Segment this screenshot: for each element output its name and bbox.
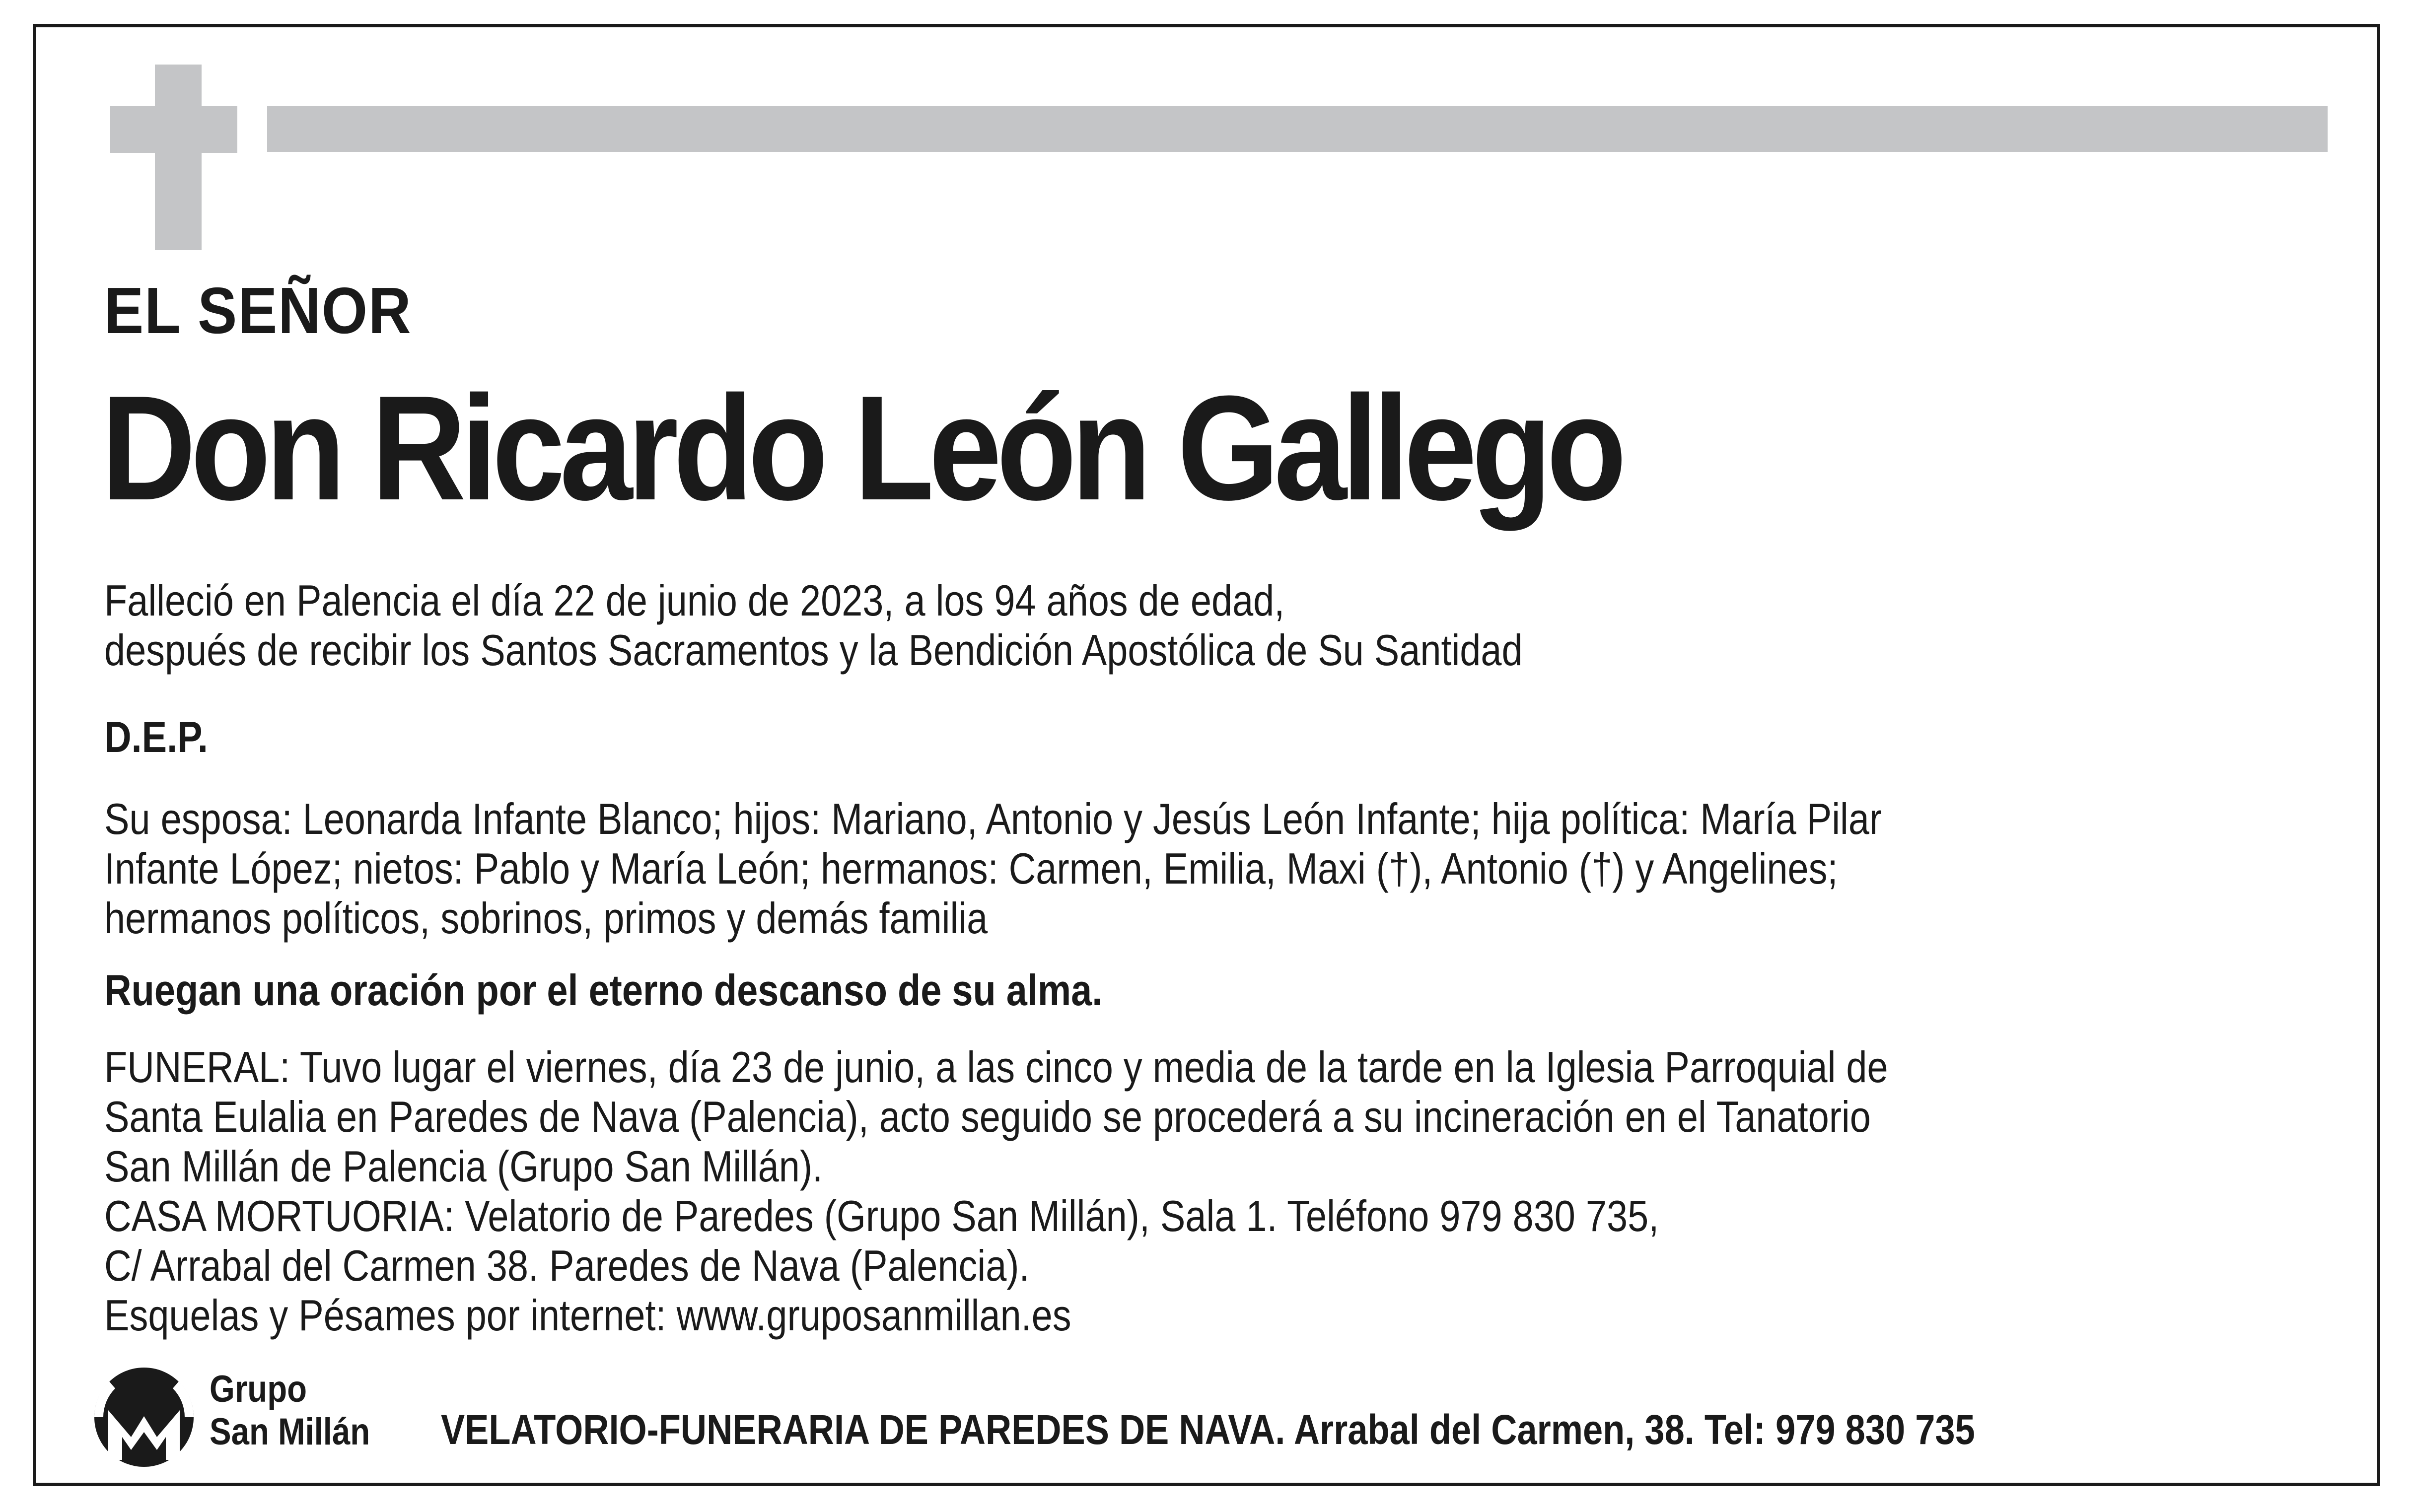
title-prefix: EL SEÑOR <box>104 274 412 347</box>
prayer-request: Ruegan una oración por el eterno descanso de su alma. <box>104 965 1103 1015</box>
funeral-line-1: FUNERAL: Tuvo lugar el viernes, día 23 de junio, a las cinco y media de la tarde en la Iglesia Parroquial de <box>104 1042 1888 1092</box>
grupo-san-millan-logo-icon <box>89 1363 199 1472</box>
logo-text <box>210 1368 370 1453</box>
logo-text-line-1: Grupo <box>210 1368 307 1410</box>
death-notice-line-1: Falleció en Palencia el día 22 de junio de 2023, a los 94 años de edad, <box>104 576 1285 625</box>
funeral-line-2: Santa Eulalia en Paredes de Nava (Palencia), acto seguido se procederá a su incineración en el Tanatorio <box>104 1092 1871 1141</box>
family-line-1: Su esposa: Leonarda Infante Blanco; hijos: Mariano, Antonio y Jesús León Infante; hija política: María Pilar <box>104 794 1882 843</box>
cross-icon-arm <box>110 106 237 153</box>
funeral-line-4: CASA MORTUORIA: Velatorio de Paredes (Grupo San Millán), Sala 1. Teléfono 979 830 735, <box>104 1191 1659 1240</box>
funeral-line-3: San Millán de Palencia (Grupo San Millán). <box>104 1142 823 1191</box>
funeral-line-5: C/ Arrabal del Carmen 38. Paredes de Nava (Palencia). <box>104 1241 1030 1290</box>
header-bar <box>267 106 2328 152</box>
family-line-2: Infante López; nietos: Pablo y María León; hermanos: Carmen, Emilia, Maxi (†), Antonio (†) y Angelines; <box>104 844 1838 893</box>
death-notice-line-2: después de recibir los Santos Sacramentos y la Bendición Apostólica de Su Santidad <box>104 625 1523 675</box>
funeral-line-6: Esquelas y Pésames por internet: www.gruposanmillan.es <box>104 1291 1071 1340</box>
rip-label: D.E.P. <box>104 712 208 761</box>
logo-text-line-2: San Millán <box>210 1411 370 1453</box>
family-line-3: hermanos políticos, sobrinos, primos y demás familia <box>104 893 988 943</box>
cross-icon <box>155 65 202 250</box>
deceased-name: Don Ricardo León Gallego <box>101 364 1622 531</box>
funeral-home-address: VELATORIO-FUNERARIA DE PAREDES DE NAVA. Arrabal del Carmen, 38. Tel: 979 830 735 <box>441 1406 1975 1453</box>
